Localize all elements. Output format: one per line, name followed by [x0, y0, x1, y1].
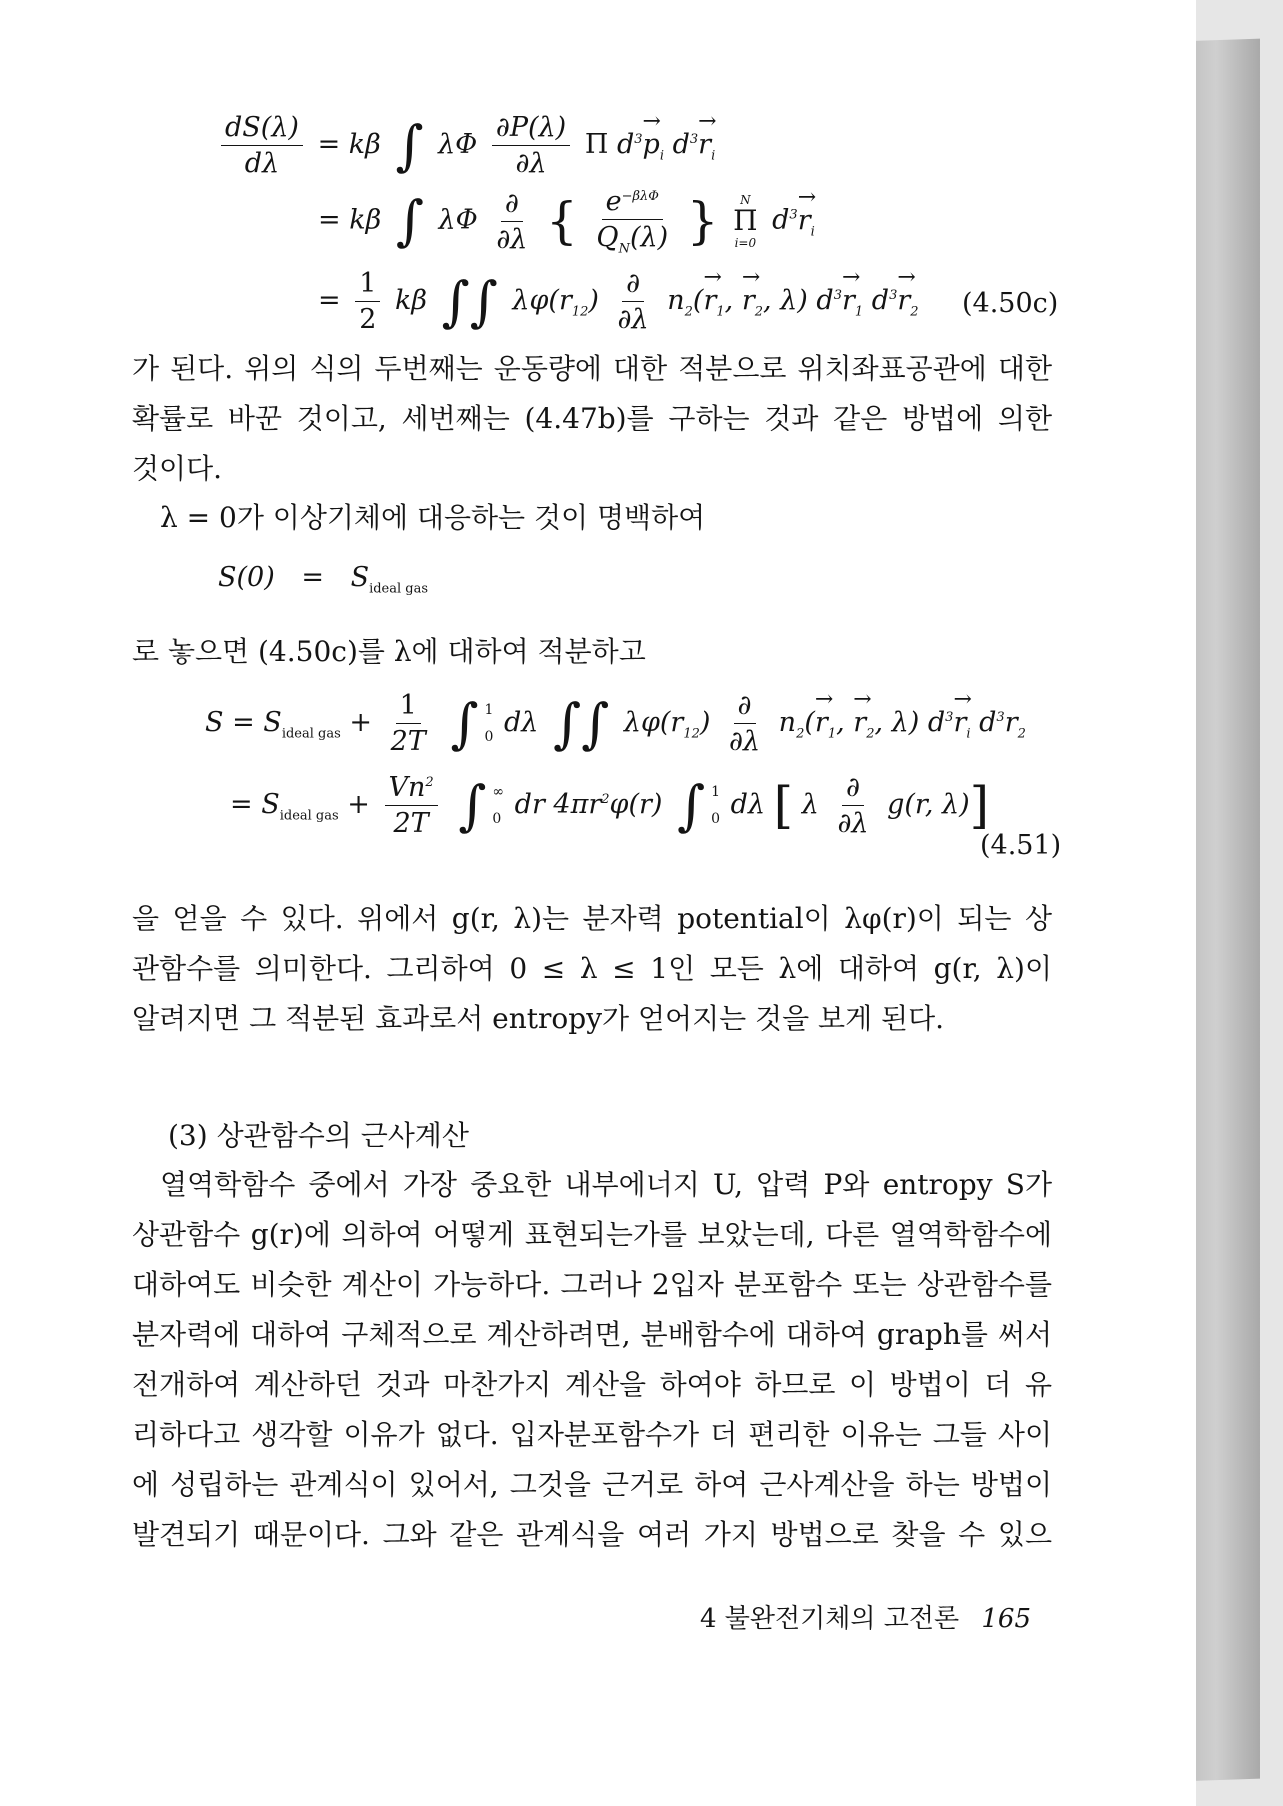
text-line: 리하다고 생각할 이유가 없다. 입자분포함수가 더 편리한 이유는 그들 사이	[132, 1418, 1052, 1451]
text-line: 확률로 바꾼 것이고, 세번째는 (4.47b)를 구하는 것과 같은 방법에 의한	[132, 402, 1052, 435]
page-number: 165	[981, 1604, 1032, 1634]
text-line: 열역학함수 중에서 가장 중요한 내부에너지 U, 압력 P와 entropy S가	[160, 1168, 1052, 1201]
s0-equation: $S(0) = S_{ideal gas}$	[218, 562, 429, 597]
text-line: 상관함수 g(r)에 의하여 어떻게 표현되는가를 보았는데, 다른 열역학함수에	[132, 1218, 1052, 1251]
integrate-line: 로 놓으면 (4.50c)를 λ에 대하여 적분하고	[132, 635, 646, 668]
chapter-title: 4 불완전기체의 고전론	[700, 1604, 960, 1634]
equation-number-4-50c: (4.50c)	[962, 288, 1059, 319]
text-line: 에 성립하는 관계식이 있어서, 그것을 근거로 하여 근사계산을 하는 방법이	[132, 1468, 1052, 1501]
lambda-zero-line: λ = 0가 이상기체에 대응하는 것이 명백하여	[160, 501, 706, 534]
text-line: 관함수를 의미한다. 그리하여 0 ≤ λ ≤ 1인 모든 λ에 대하여 g(r, λ)이	[132, 952, 1052, 985]
lhs-fraction: $\frac{dS(\lambda)}{d\lambda}$	[221, 112, 303, 179]
text-line: 분자력에 대하여 구체적으로 계산하려면, 분배함수에 대하여 graph를 써서	[132, 1318, 1052, 1351]
text-line: 가 된다. 위의 식의 두번째는 운동량에 대한 적분으로 위치좌표공관에 대한	[132, 352, 1052, 385]
text-line: 알려지면 그 적분된 효과로서 entropy가 얻어지는 것을 보게 된다.	[132, 1002, 945, 1035]
text-line: 것이다.	[132, 452, 223, 485]
section-heading: (3) 상관함수의 근사계산	[168, 1119, 469, 1152]
text-line: 전개하여 계산하던 것과 마찬가지 계산을 하여야 하므로 이 방법이 더 유	[132, 1368, 1052, 1401]
equation-number-4-51: (4.51)	[980, 830, 1062, 861]
eq-row-2: = kβ ∫ λΦ $\frac{\partial}{\partial\lambda}$ { $\frac{e^{-\beta\lambda\Phi}}{Q_N(\lambda)}$ } N Π i=0 $d^3\to r_i$	[318, 186, 815, 256]
text-line: 대하여도 비슷한 계산이 가능하다. 그러나 2입자 분포함수 또는 상관함수를	[132, 1268, 1052, 1301]
eq-4-51-row-2: = $S_{ideal gas}$ + $\frac{Vn^2}{2T}$ ∫ ∞ 0 dr $4\pi r^2\varphi(r)$ ∫ 1 0 dλ [ λ $\frac{\partial}{\partial\lambda}$ g(r, λ)]	[230, 772, 990, 839]
text-line: 발견되기 때문이다. 그와 같은 관계식을 여러 가지 방법으로 찾을 수 있으	[132, 1518, 1052, 1551]
eq-row-3: = $\frac{1}{2}$ kβ ∫∫ $\lambda\varphi(r_{12})$ $\frac{\partial}{\partial\lambda}$ $n_2(\to r_1$, → $r_2$, λ) $d^3\to r_1$ $d^3\to r_2$	[318, 268, 919, 335]
eq-row-1: $\frac{dS(\lambda)}{d\lambda}$ = kβ ∫ λΦ $\frac{\partial P(\lambda)}{\partial\lambda}$ Π $d^3\to p_i$ $d^3\to r_i$	[215, 112, 715, 179]
running-footer	[700, 1598, 1031, 1635]
eq-4-51-row-1: $S = S_{ideal gas}$ + $\frac{1}{2T}$ ∫ 1 0 dλ ∫∫ $\lambda\varphi(r_{12})$ $\frac{\partial}{\partial\lambda}$ $n_2(\to r_1$, → $r_2$, λ) $d^3\to r_i$ $d^3r_2$	[205, 690, 1026, 757]
text-line: 을 얻을 수 있다. 위에서 g(r, λ)는 분자력 potential이 λφ(r)이 되는 상	[132, 902, 1052, 935]
